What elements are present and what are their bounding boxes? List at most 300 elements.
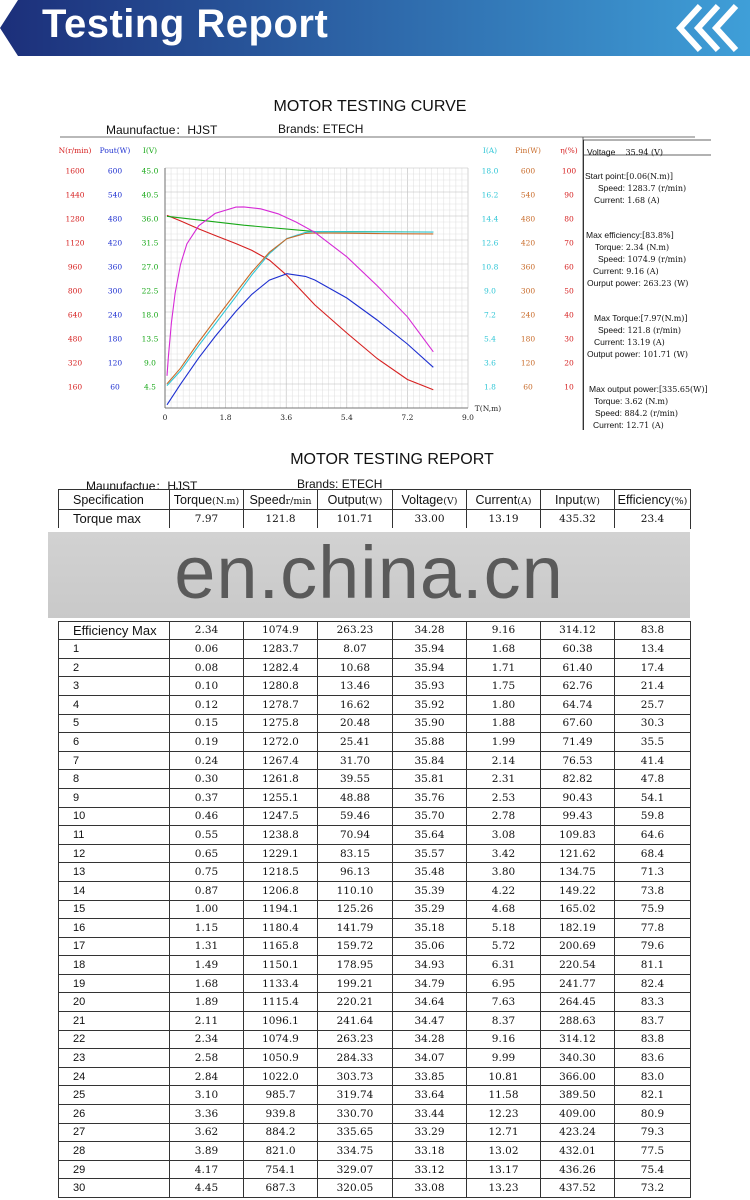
table-cell: 0.30 xyxy=(170,770,244,789)
torque-label: Max Torque: xyxy=(594,313,641,323)
right-axis-label: I(A) xyxy=(482,146,498,155)
column-header-unit: (W) xyxy=(365,495,383,507)
table-cell: 110.10 xyxy=(318,881,393,900)
column-header-unit: (V) xyxy=(443,495,458,507)
curve-title: MOTOR TESTING CURVE xyxy=(273,98,467,115)
y-tick-label: 60 xyxy=(564,262,574,272)
table-cell: 75.9 xyxy=(615,900,691,919)
table-cell: 1050.9 xyxy=(244,1049,318,1068)
table-cell: 3.42 xyxy=(467,844,541,863)
table-cell: 81.1 xyxy=(615,956,691,975)
column-header-name: Output xyxy=(327,492,366,507)
y-tick-label: 300 xyxy=(520,286,536,296)
table-cell: 26 xyxy=(59,1105,170,1124)
table-row xyxy=(59,1012,691,1031)
table-cell: 16 xyxy=(59,919,170,938)
table-cell: 1.15 xyxy=(170,919,244,938)
table-row xyxy=(59,733,691,752)
table-cell: 11.58 xyxy=(467,1086,541,1105)
table-cell: 3.89 xyxy=(170,1142,244,1161)
x-tick-label: 7.2 xyxy=(401,413,414,422)
y-tick-label: 36.0 xyxy=(141,214,159,224)
table-cell: 35.92 xyxy=(393,695,467,714)
maxout-label: Max output power: xyxy=(589,384,659,394)
y-tick-label: 120 xyxy=(107,358,123,368)
table-cell: 1261.8 xyxy=(244,770,318,789)
curve-brand: Brands: ETECH xyxy=(278,122,364,136)
torque-value: [7.97(N.m)] xyxy=(640,314,688,323)
y-tick-label: 60 xyxy=(523,382,533,392)
column-header-unit: r/min xyxy=(285,495,312,507)
table-cell: 82.82 xyxy=(541,770,615,789)
table-cell: 33.29 xyxy=(393,1123,467,1142)
table-cell: 75.4 xyxy=(615,1160,691,1179)
table-cell: 335.65 xyxy=(318,1123,393,1142)
table-cell: 2.78 xyxy=(467,807,541,826)
y-tick-label: 50 xyxy=(564,286,574,296)
table-row xyxy=(59,677,691,696)
table-cell: 99.43 xyxy=(541,807,615,826)
table-cell: 34.28 xyxy=(393,621,467,640)
table-row xyxy=(59,993,691,1012)
right-axis-label: Pin(W) xyxy=(515,146,541,155)
table-cell: 1096.1 xyxy=(244,1012,318,1031)
table-row xyxy=(59,937,691,956)
table-cell: 3.08 xyxy=(467,826,541,845)
table-cell: 1 xyxy=(59,640,170,659)
table-row xyxy=(59,1142,691,1161)
torque-current-label: Current: xyxy=(594,337,625,347)
table-cell: 64.74 xyxy=(541,695,615,714)
table-cell: 33.12 xyxy=(393,1160,467,1179)
table-cell: 12.23 xyxy=(467,1105,541,1124)
table-cell: 90.43 xyxy=(541,788,615,807)
y-tick-label: 800 xyxy=(67,286,83,296)
column-header xyxy=(59,490,170,510)
torque-speed-label: Speed: xyxy=(598,325,625,335)
table-cell: 35.88 xyxy=(393,733,467,752)
left-axis-label: I(V) xyxy=(142,146,158,155)
column-header xyxy=(467,490,541,510)
table-cell: 1.88 xyxy=(467,714,541,733)
table-cell: 3.80 xyxy=(467,863,541,882)
table-cell: 10.81 xyxy=(467,1067,541,1086)
table-cell: 319.74 xyxy=(318,1086,393,1105)
table-cell: 10 xyxy=(59,807,170,826)
table-cell: 76.53 xyxy=(541,751,615,770)
y-tick-label: 320 xyxy=(67,358,83,368)
table-cell: 1022.0 xyxy=(244,1067,318,1086)
left-axis-label: Pout(W) xyxy=(99,146,131,155)
table-cell: 1247.5 xyxy=(244,807,318,826)
table-cell: 11 xyxy=(59,826,170,845)
table-cell: 8.07 xyxy=(318,640,393,659)
chart-grid xyxy=(165,168,468,408)
table-row xyxy=(59,844,691,863)
table-cell: 389.50 xyxy=(541,1086,615,1105)
table-cell: 5.18 xyxy=(467,919,541,938)
table-cell: 64.6 xyxy=(615,826,691,845)
start-current-label: Current: xyxy=(594,195,625,205)
table-cell: 9.99 xyxy=(467,1049,541,1068)
y-tick-label: 600 xyxy=(107,166,123,176)
table-cell: 73.2 xyxy=(615,1179,691,1198)
table-cell: 21 xyxy=(59,1012,170,1031)
y-tick-label: 18.0 xyxy=(141,310,159,320)
table-row xyxy=(59,807,691,826)
table-cell: 1218.5 xyxy=(244,863,318,882)
y-tick-label: 480 xyxy=(107,214,123,224)
table-cell: 70.94 xyxy=(318,826,393,845)
table-cell: 3.62 xyxy=(170,1123,244,1142)
table-cell: 33.85 xyxy=(393,1067,467,1086)
table-row xyxy=(59,714,691,733)
table-cell: 0.37 xyxy=(170,788,244,807)
table-row xyxy=(59,826,691,845)
table-cell: 83.7 xyxy=(615,1012,691,1031)
y-tick-label: 1600 xyxy=(65,166,85,176)
column-header-name: Efficiency xyxy=(617,492,671,507)
table-cell: 0.12 xyxy=(170,695,244,714)
table-cell: 220.21 xyxy=(318,993,393,1012)
start-speed: 1283.7 (r/min) xyxy=(627,184,687,193)
table-cell: 0.55 xyxy=(170,826,244,845)
column-header xyxy=(615,490,691,510)
table-cell: 2 xyxy=(59,658,170,677)
table-cell: 884.2 xyxy=(244,1123,318,1142)
curve-info-panel xyxy=(583,140,712,430)
table-cell: 435.32 xyxy=(541,510,615,529)
torque-power: 101.71 (W) xyxy=(642,350,688,359)
table-cell: 35.70 xyxy=(393,807,467,826)
y-tick-label: 70 xyxy=(564,238,574,248)
table-row xyxy=(59,881,691,900)
eff-speed-label: Speed: xyxy=(598,254,625,264)
table-cell: 28 xyxy=(59,1142,170,1161)
table-cell: 6.95 xyxy=(467,974,541,993)
table-cell: 263.23 xyxy=(318,1030,393,1049)
table-row xyxy=(59,658,691,677)
column-header-name: Torque xyxy=(173,492,213,507)
y-tick-label: 90 xyxy=(564,190,574,200)
table-cell: 178.95 xyxy=(318,956,393,975)
table-cell: 80.9 xyxy=(615,1105,691,1124)
y-tick-label: 540 xyxy=(107,190,123,200)
table-cell: 1.31 xyxy=(170,937,244,956)
table-cell: 1272.0 xyxy=(244,733,318,752)
table-cell: 60.38 xyxy=(541,640,615,659)
table-cell: 7.63 xyxy=(467,993,541,1012)
table-cell: 687.3 xyxy=(244,1179,318,1198)
column-header-unit: (N.m) xyxy=(212,495,240,507)
table-cell: 125.26 xyxy=(318,900,393,919)
table-cell: 2.84 xyxy=(170,1067,244,1086)
table-cell: 13.19 xyxy=(467,510,541,529)
table-cell: 1180.4 xyxy=(244,919,318,938)
watermark-text: en.china.cn xyxy=(174,531,564,614)
y-tick-label: 4.5 xyxy=(144,382,156,392)
x-tick-label: 3.6 xyxy=(280,413,293,422)
table-cell: 17 xyxy=(59,937,170,956)
table-cell: 0.65 xyxy=(170,844,244,863)
y-tick-label: 10 xyxy=(564,382,574,392)
table-cell: 13.17 xyxy=(467,1160,541,1179)
table-cell: 24 xyxy=(59,1067,170,1086)
table-cell: 25.7 xyxy=(615,695,691,714)
table-row xyxy=(59,1067,691,1086)
table-row xyxy=(59,1049,691,1068)
table-cell: 423.24 xyxy=(541,1123,615,1142)
table-cell: 12.71 xyxy=(467,1123,541,1142)
table-cell: 34.64 xyxy=(393,993,467,1012)
table-cell: 1283.7 xyxy=(244,640,318,659)
table-cell: 19 xyxy=(59,974,170,993)
table-cell: 2.34 xyxy=(170,1030,244,1049)
column-header-name: Voltage xyxy=(401,492,444,507)
maxout-value: [335.65(W)] xyxy=(658,385,708,394)
y-tick-label: 40.5 xyxy=(141,190,159,200)
y-tick-label: 30 xyxy=(564,334,574,344)
table-cell: 20 xyxy=(59,993,170,1012)
table-cell: 62.76 xyxy=(541,677,615,696)
table-row xyxy=(59,1160,691,1179)
maxout-torque: 3.62 (N.m) xyxy=(624,397,669,406)
table-cell: 432.01 xyxy=(541,1142,615,1161)
eff-torque: 2.34 (N.m) xyxy=(625,243,670,252)
table-cell: 39.55 xyxy=(318,770,393,789)
table-cell: 35.90 xyxy=(393,714,467,733)
table-row xyxy=(59,974,691,993)
table-cell: 12 xyxy=(59,844,170,863)
table-cell: 1282.4 xyxy=(244,658,318,677)
table-cell: 34.28 xyxy=(393,1030,467,1049)
table-cell: 7 xyxy=(59,751,170,770)
y-tick-label: 20 xyxy=(564,358,574,368)
series-line xyxy=(167,274,433,405)
table-cell: 17.4 xyxy=(615,658,691,677)
table-cell: 330.70 xyxy=(318,1105,393,1124)
table-cell: 6 xyxy=(59,733,170,752)
table-cell: 71.3 xyxy=(615,863,691,882)
table-cell: 4 xyxy=(59,695,170,714)
table-cell: 13.4 xyxy=(615,640,691,659)
table-row xyxy=(59,770,691,789)
table-cell: 83.8 xyxy=(615,1030,691,1049)
table-cell: 6.31 xyxy=(467,956,541,975)
table-cell: 79.6 xyxy=(615,937,691,956)
table-cell: 82.4 xyxy=(615,974,691,993)
left-axis-label: N(r/min) xyxy=(58,146,92,155)
table-cell: 4.22 xyxy=(467,881,541,900)
table-cell: 73.8 xyxy=(615,881,691,900)
y-tick-label: 9.0 xyxy=(484,286,496,296)
start-current: 1.68 (A) xyxy=(627,196,660,205)
table-cell: 1150.1 xyxy=(244,956,318,975)
table-cell: 0.46 xyxy=(170,807,244,826)
column-header-name: Speed xyxy=(249,492,286,507)
y-tick-label: 100 xyxy=(561,166,577,176)
table-cell: 2.31 xyxy=(467,770,541,789)
y-tick-label: 480 xyxy=(67,334,83,344)
y-tick-label: 22.5 xyxy=(141,286,159,296)
table-cell: 4.17 xyxy=(170,1160,244,1179)
table-cell: 165.02 xyxy=(541,900,615,919)
table-cell: 109.83 xyxy=(541,826,615,845)
table-cell: 939.8 xyxy=(244,1105,318,1124)
y-tick-label: 5.4 xyxy=(484,334,496,344)
column-header xyxy=(244,490,318,510)
table-cell: 7.97 xyxy=(170,510,244,529)
table-cell: 1074.9 xyxy=(244,621,318,640)
table-row xyxy=(59,863,691,882)
table-cell: 83.3 xyxy=(615,993,691,1012)
table-row xyxy=(59,788,691,807)
y-tick-label: 80 xyxy=(564,214,574,224)
report-manufacturer: Maunufactue：HJST xyxy=(86,479,198,493)
column-header-name: Specification xyxy=(73,492,144,507)
table-cell: 121.8 xyxy=(244,510,318,529)
table-cell: 59.46 xyxy=(318,807,393,826)
table-cell: 754.1 xyxy=(244,1160,318,1179)
column-header-unit: (W) xyxy=(582,495,600,507)
table-cell: 182.19 xyxy=(541,919,615,938)
table-cell: 241.77 xyxy=(541,974,615,993)
table-cell: 34.93 xyxy=(393,956,467,975)
table-cell: 303.73 xyxy=(318,1067,393,1086)
table-cell: 320.05 xyxy=(318,1179,393,1198)
column-header xyxy=(393,490,467,510)
table-cell: 3 xyxy=(59,677,170,696)
torque-power-label: Output power: xyxy=(587,349,641,359)
eff-power: 263.23 (W) xyxy=(643,279,689,288)
y-tick-label: 120 xyxy=(520,358,536,368)
voltage-value: 35.94 (V) xyxy=(625,148,664,157)
table-cell: 18 xyxy=(59,956,170,975)
x-tick-label: 1.8 xyxy=(219,413,232,422)
table-cell: 2.34 xyxy=(170,621,244,640)
column-header-unit: (%) xyxy=(670,495,688,507)
table-cell: 264.45 xyxy=(541,993,615,1012)
column-header-name: Current xyxy=(475,492,518,507)
table-cell: 35.76 xyxy=(393,788,467,807)
table-cell: 1133.4 xyxy=(244,974,318,993)
y-tick-label: 420 xyxy=(107,238,123,248)
table-cell: 0.06 xyxy=(170,640,244,659)
table-cell: 1074.9 xyxy=(244,1030,318,1049)
torque-current: 13.19 (A) xyxy=(627,338,665,347)
y-tick-label: 14.4 xyxy=(481,214,499,224)
table-cell: 1115.4 xyxy=(244,993,318,1012)
table-cell: 200.69 xyxy=(541,937,615,956)
table-cell: 13.02 xyxy=(467,1142,541,1161)
table-cell: 134.75 xyxy=(541,863,615,882)
table-cell: 35.94 xyxy=(393,658,467,677)
table-cell: 1.99 xyxy=(467,733,541,752)
table-row xyxy=(59,1105,691,1124)
y-tick-label: 960 xyxy=(67,262,83,272)
table-cell: 77.8 xyxy=(615,919,691,938)
table-cell: 15 xyxy=(59,900,170,919)
report-brand: Brands: ETECH xyxy=(297,477,383,491)
table-cell: 0.19 xyxy=(170,733,244,752)
y-tick-label: 240 xyxy=(520,310,536,320)
table-cell: 68.4 xyxy=(615,844,691,863)
table-cell: 25 xyxy=(59,1086,170,1105)
table-cell: 21.4 xyxy=(615,677,691,696)
y-tick-label: 40 xyxy=(564,310,574,320)
table-cell: 16.62 xyxy=(318,695,393,714)
y-tick-label: 1440 xyxy=(65,190,85,200)
table-cell: 35.18 xyxy=(393,919,467,938)
table-cell: 35.84 xyxy=(393,751,467,770)
table-cell: 34.47 xyxy=(393,1012,467,1031)
y-tick-label: 160 xyxy=(67,382,83,392)
table-cell: 1206.8 xyxy=(244,881,318,900)
table-cell: 29 xyxy=(59,1160,170,1179)
table-row xyxy=(59,956,691,975)
report-title: MOTOR TESTING REPORT xyxy=(290,451,494,468)
table-cell: 79.3 xyxy=(615,1123,691,1142)
y-tick-label: 420 xyxy=(520,238,536,248)
y-tick-label: 31.5 xyxy=(141,238,159,248)
table-cell: 821.0 xyxy=(244,1142,318,1161)
table-cell: 23 xyxy=(59,1049,170,1068)
y-tick-label: 180 xyxy=(107,334,123,344)
maxout-current: 12.71 (A) xyxy=(626,421,664,430)
y-tick-label: 360 xyxy=(107,262,123,272)
table-cell: 3.10 xyxy=(170,1086,244,1105)
table-cell: 1.00 xyxy=(170,900,244,919)
table-cell: 1280.8 xyxy=(244,677,318,696)
table-cell: 71.49 xyxy=(541,733,615,752)
voltage-label: Voltage xyxy=(587,147,616,157)
table-cell: 0.15 xyxy=(170,714,244,733)
table-header-row xyxy=(59,490,691,510)
table-row xyxy=(59,1030,691,1049)
table-cell: 141.79 xyxy=(318,919,393,938)
y-tick-label: 27.0 xyxy=(141,262,159,272)
x-tick-label: 0 xyxy=(162,413,168,422)
table-cell: 13.46 xyxy=(318,677,393,696)
table-cell: 101.71 xyxy=(318,510,393,529)
y-tick-label: 45.0 xyxy=(141,166,159,176)
table-cell: 1.68 xyxy=(170,974,244,993)
y-tick-label: 18.0 xyxy=(481,166,499,176)
y-tick-label: 480 xyxy=(520,214,536,224)
eff-value: [83.8%] xyxy=(642,231,674,240)
y-tick-label: 13.5 xyxy=(141,334,159,344)
table-cell: 83.8 xyxy=(615,621,691,640)
maxout-current-label: Current: xyxy=(593,420,624,430)
table-cell: 33.00 xyxy=(393,510,467,529)
table-cell: 41.4 xyxy=(615,751,691,770)
table-cell: 83.15 xyxy=(318,844,393,863)
table-cell: 22 xyxy=(59,1030,170,1049)
table-cell: 13.23 xyxy=(467,1179,541,1198)
table-cell: 1.75 xyxy=(467,677,541,696)
start-value: [0.06(N.m)] xyxy=(626,172,674,181)
table-cell: 149.22 xyxy=(541,881,615,900)
table-cell: 1238.8 xyxy=(244,826,318,845)
table-cell: 159.72 xyxy=(318,937,393,956)
y-tick-label: 3.6 xyxy=(484,358,496,368)
table-cell: 27 xyxy=(59,1123,170,1142)
table-cell: 35.39 xyxy=(393,881,467,900)
table-row xyxy=(59,900,691,919)
table-cell: 0.10 xyxy=(170,677,244,696)
table-cell: 5 xyxy=(59,714,170,733)
table-cell: Torque max xyxy=(59,510,170,529)
